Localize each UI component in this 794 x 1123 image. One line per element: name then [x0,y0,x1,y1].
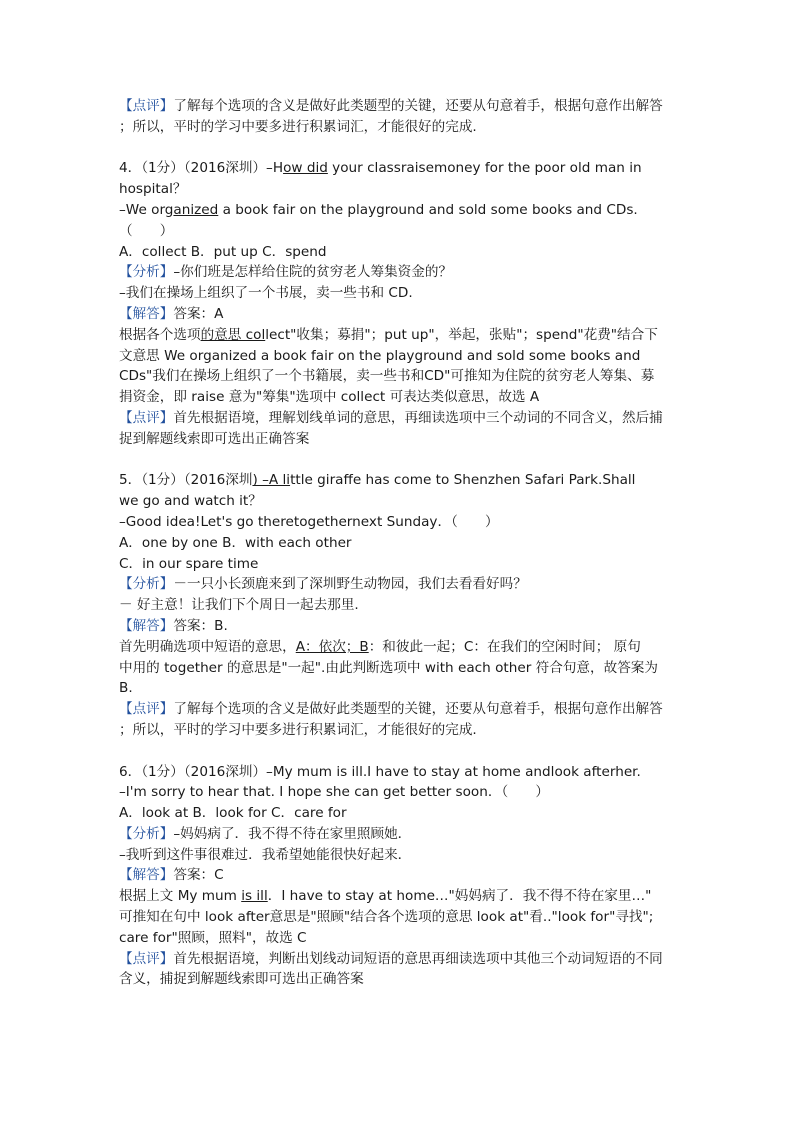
q5-stem-line-1: 5．（1分）（2016深圳) –A little giraffe has come to Shenzhen Safari Park.Shall [119,472,636,489]
top-comment-line-1: 【点评】了解每个选项的含义是做好此类题型的关键，还要从句意着手，根据句意作出解答 [119,98,663,114]
q4-solution-line-2: 文意思 We organized a book fair on the playground and sold some books and [119,347,641,364]
comment-tag: 【点评】 [119,409,174,426]
q6-analysis-line-2: –我听到这件事很难过．我希望她能很快好起来． [119,846,412,863]
q6-analysis-line-1: 【分析】–妈妈病了．我不得不待在家里照顾她． [119,825,412,842]
q4-answer: 【解答】答案：A [119,305,224,322]
comment-tag: 【点评】 [119,950,174,967]
q4-comment-line-2: 捉到解题线索即可选出正确答案 [119,430,310,447]
q6-stem-line-2: –I'm sorry to hear that. I hope she can get better soon．（ ） [119,784,550,801]
q4-solution-line-1: 根据各个选项的意思 collect"收集；募捐"；put up"，举起，张贴"；spend"花费"结合下 [119,326,658,343]
analysis-tag: 【分析】 [119,264,174,281]
comment-tag: 【点评】 [119,701,174,718]
comment-tag: 【点评】 [119,98,174,114]
q4-stem-line-2: hospital？ [119,181,187,198]
q5-solution-line-2: 中用的 together 的意思是"一起".由此判断选项中 with each other 符合句意，故答案为 [119,659,658,676]
q6-solution-line-1: 根据上文 My mum is ill．I have to stay at home…"妈妈病了．我不得不待在家里…" [119,888,652,905]
spacer [119,741,679,762]
q4-blank: （ ） [119,222,174,239]
q6-stem-line-1: 6．（1分）（2016深圳）–My mum is ill.I have to stay at home andlook afterher. [119,763,641,780]
q4-analysis-line-2: –我们在操场上组织了一个书展，卖一些书和 CD. [119,285,413,302]
answer-tag: 【解答】 [119,617,174,634]
spacer [119,450,679,471]
q4-solution-line-4: 捐资金，即 raise 意为"筹集"选项中 collect 可表达类似意思，故选 A [119,389,540,406]
q5-solution-line-3: B. [119,680,133,697]
q6-comment-line-2: 含义，捕捉到解题线索即可选出正确答案 [119,971,364,988]
spacer [119,138,679,159]
analysis-tag: 【分析】 [119,825,174,842]
q5-stem-line-3: –Good idea!Let's go theretogethernext Sunday．（ ） [119,513,499,530]
q6-options: A．look at B．look for C．care for [119,805,347,822]
q5-options-line-2: C．in our spare time [119,555,259,572]
q4-solution-line-3: CDs"我们在操场上组织了一个书籍展，卖一些书和CD"可推知为住院的贫穷老人筹集、募 [119,368,655,385]
analysis-tag: 【分析】 [119,576,174,593]
q6-comment-line-1: 【点评】首先根据语境，判断出划线动词短语的意思再细读选项中其他三个动词短语的不同 [119,950,663,967]
q6-answer: 【解答】答案：C [119,867,224,884]
q5-analysis-line-2: － 好主意！让我们下个周日一起去那里. [119,597,359,614]
answer-tag: 【解答】 [119,305,174,322]
document-page [119,96,679,990]
q5-analysis-line-1: 【分析】－一只小长颈鹿来到了深圳野生动物园，我们去看看好吗？ [119,576,527,593]
q4-comment-line-1: 【点评】首先根据语境，理解划线单词的意思，再细读选项中三个动词的不同含义，然后捕 [119,409,663,426]
q5-answer: 【解答】答案：B. [119,617,228,634]
answer-tag: 【解答】 [119,867,174,884]
q5-solution-line-1: 首先明确选项中短语的意思，A：依次；B：和彼此一起；C：在我们的空闲时间； 原句 [119,638,641,655]
q5-comment-line-2: ；所以，平时的学习中要多进行积累词汇，才能很好的完成. [119,721,477,738]
q6-solution-line-2: 可推知在句中 look after意思是"照顾"结合各个选项的意思 look at"看.."look for"寻找"; [119,909,654,926]
q5-options-line-1: A．one by one B．with each other [119,534,352,551]
q4-stem-line-1: 4．（1分）（2016深圳）–How did your classraisemoney for the poor old man in [119,160,642,177]
q5-comment-line-1: 【点评】了解每个选项的含义是做好此类题型的关键，还要从句意着手，根据句意作出解答 [119,701,663,718]
q4-stem-line-3: –We organized a book fair on the playground and sold some books and CDs. [119,201,638,218]
q5-stem-line-2: we go and watch it？ [119,493,262,510]
q4-analysis-line-1: 【分析】–你们班是怎样给住院的贫穷老人筹集资金的？ [119,264,453,281]
top-comment-line-2: ；所以，平时的学习中要多进行积累词汇，才能很好的完成. [119,118,477,135]
q6-solution-line-3: care for"照顾，照料"，故选 C [119,929,307,946]
q4-options: A．collect B．put up C．spend [119,243,327,260]
